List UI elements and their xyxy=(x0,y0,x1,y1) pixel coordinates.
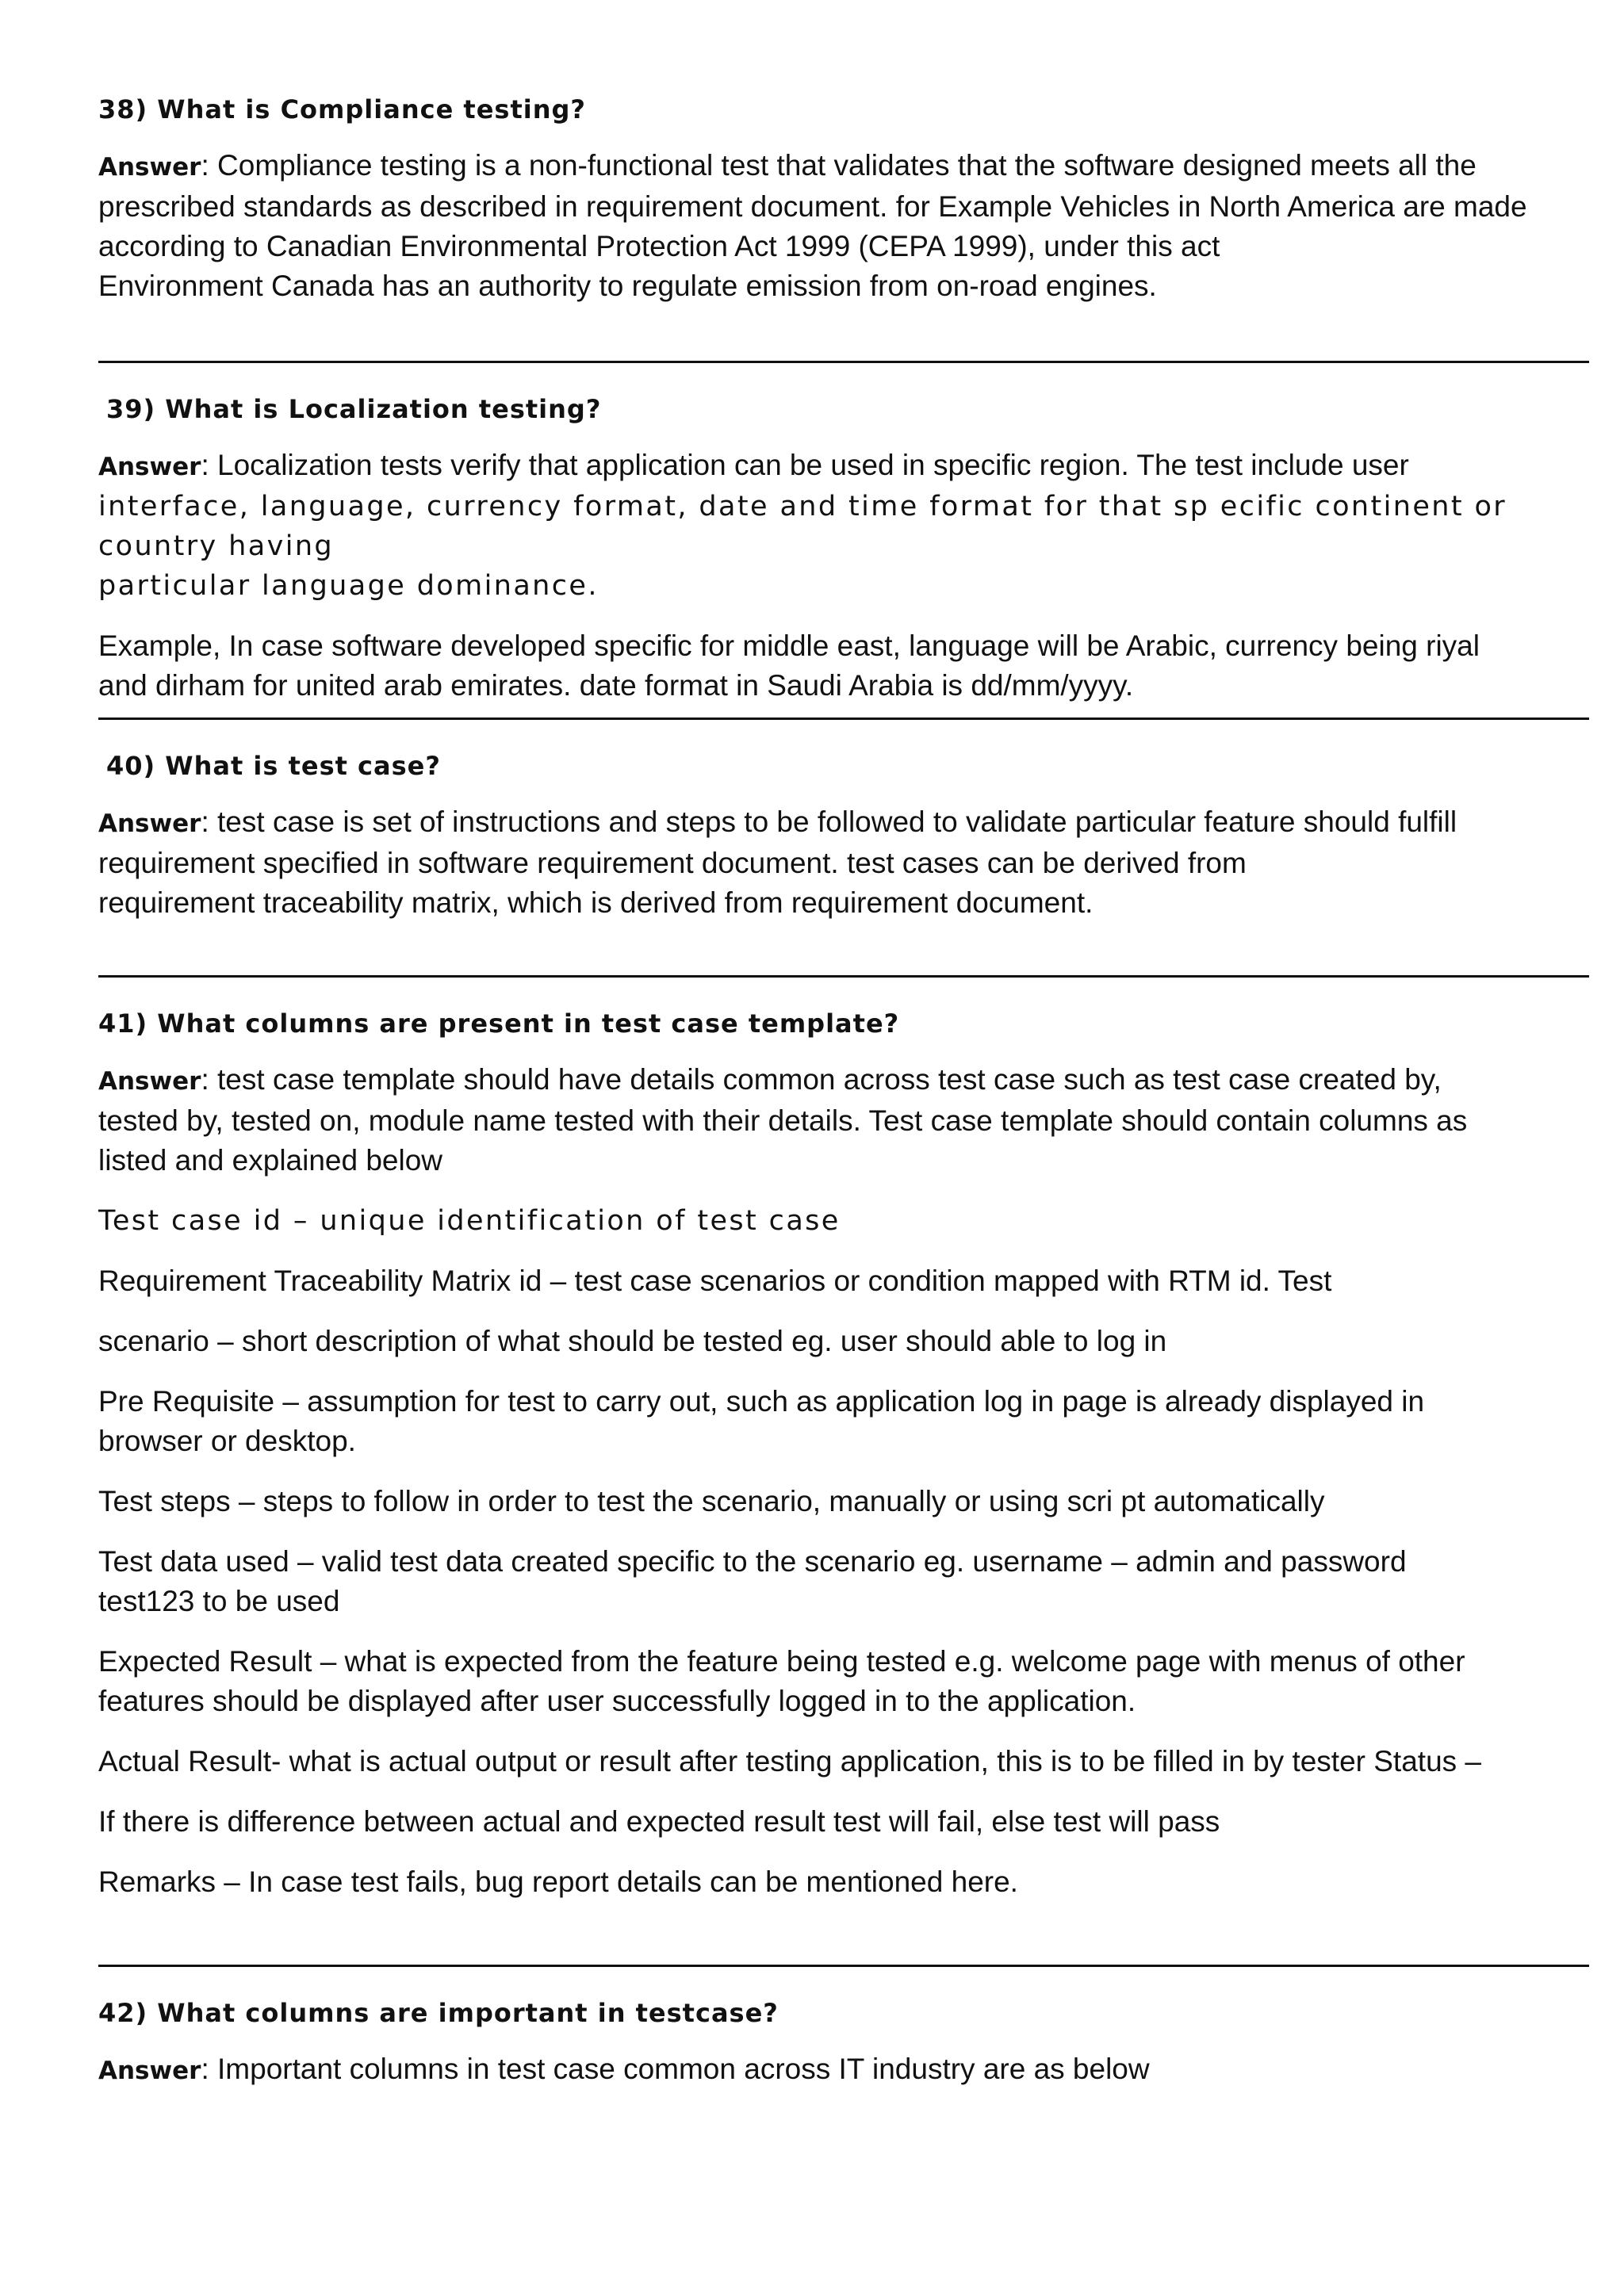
test-data-line: test123 to be used xyxy=(98,1585,340,1617)
expected-result-line: Expected Result – what is expected from the feature being tested e.g. welcome page with menus of other xyxy=(98,1645,1465,1678)
question-41-answer xyxy=(98,1060,1581,1181)
question-39-title: 39) What is Localization testing? xyxy=(106,394,602,424)
answer-text-line: : test case template should have details common across test case such as test case created by, xyxy=(201,1063,1442,1096)
answer-text-line: listed and explained below xyxy=(98,1144,443,1177)
question-41-title: 41) What columns are present in test case template? xyxy=(98,1008,900,1039)
section-divider xyxy=(98,361,1589,363)
question-42-title: 42) What columns are important in testcase? xyxy=(98,1998,779,2028)
question-39 xyxy=(98,393,1581,726)
answer-text-line: requirement specified in software requirement document. test cases can be derived from xyxy=(98,847,1247,879)
section-divider xyxy=(98,718,1589,720)
section-divider xyxy=(98,1965,1589,1967)
question-38-title: 38) What is Compliance testing? xyxy=(98,94,586,124)
column-actual-result: Actual Result- what is actual output or result after testing application, this is to be filled in by tester Status – xyxy=(98,1745,1482,1777)
test-data-line: Test data used – valid test data created specific to the scenario eg. username – admin and password xyxy=(98,1545,1407,1578)
question-38-answer xyxy=(98,146,1581,306)
expected-result-line: features should be displayed after user successfully logged in to the application. xyxy=(98,1685,1136,1717)
pre-requisite-line: Pre Requisite – assumption for test to carry out, such as application log in page is already displayed in xyxy=(98,1385,1425,1418)
answer-text-line: tested by, tested on, module name tested with their details. Test case template should contain columns as xyxy=(98,1104,1468,1137)
answer-text-line: : Localization tests verify that application can be used in specific region. The test include user xyxy=(201,449,1409,481)
pre-requisite-line: browser or desktop. xyxy=(98,1425,356,1457)
column-remarks: Remarks – In case test fails, bug report details can be mentioned here. xyxy=(98,1866,1018,1898)
column-rtm-id: Requirement Traceability Matrix id – test case scenarios or condition mapped with RTM id. Test xyxy=(98,1265,1332,1297)
answer-text-line: interface, language, currency format, date and time format for that sp ecific continent or country having xyxy=(98,491,1507,562)
column-pre-requisite xyxy=(98,1382,1581,1461)
question-40-answer xyxy=(98,802,1581,923)
column-scenario: scenario – short description of what should be tested eg. user should able to log in xyxy=(98,1325,1167,1357)
question-41 xyxy=(98,1008,1581,1923)
answer-text-line: particular language dominance. xyxy=(98,570,599,602)
question-39-answer-cont xyxy=(98,487,1581,606)
question-40-title: 40) What is test case? xyxy=(106,751,441,781)
column-test-data xyxy=(98,1542,1581,1621)
answer-text-line: Environment Canada has an authority to regulate emission from on-road engines. xyxy=(98,270,1157,302)
section-divider xyxy=(98,975,1589,978)
question-42-answer xyxy=(98,2049,1581,2091)
answer-label: Answer xyxy=(98,453,201,481)
answer-text-line: prescribed standards as described in requirement document. for Example Vehicles in North America are made xyxy=(98,190,1527,223)
question-38 xyxy=(98,94,1581,327)
column-test-case-id: Test case id – unique identification of test case xyxy=(98,1205,841,1237)
answer-label: Answer xyxy=(98,2057,201,2085)
answer-text-line: according to Canadian Environmental Protection Act 1999 (CEPA 1999), under this act xyxy=(98,230,1220,262)
question-40 xyxy=(98,750,1581,943)
answer-label: Answer xyxy=(98,809,201,838)
column-test-steps: Test steps – steps to follow in order to test the scenario, manually or using scri pt automatically xyxy=(98,1485,1325,1517)
answer-text-line: : Important columns in test case common across IT industry are as below xyxy=(201,2053,1150,2085)
answer-label: Answer xyxy=(98,153,201,182)
question-42 xyxy=(98,1997,1581,2111)
answer-label: Answer xyxy=(98,1067,201,1096)
answer-text-line: requirement traceability matrix, which is derived from requirement document. xyxy=(98,886,1094,919)
answer-text-line: : Compliance testing is a non-functional test that validates that the software designed meets all the xyxy=(201,149,1477,182)
question-39-example xyxy=(98,626,1581,706)
answer-text-line: : test case is set of instructions and steps to be followed to validate particular feature should fulfill xyxy=(201,806,1457,838)
example-text-line: Example, In case software developed specific for middle east, language will be Arabic, currency being riyal xyxy=(98,629,1480,662)
column-expected-result xyxy=(98,1642,1581,1721)
question-39-answer xyxy=(98,446,1581,487)
column-status: If there is difference between actual and expected result test will fail, else test will pass xyxy=(98,1805,1220,1838)
example-text-line: and dirham for united arab emirates. date format in Saudi Arabia is dd/mm/yyyy. xyxy=(98,669,1134,702)
